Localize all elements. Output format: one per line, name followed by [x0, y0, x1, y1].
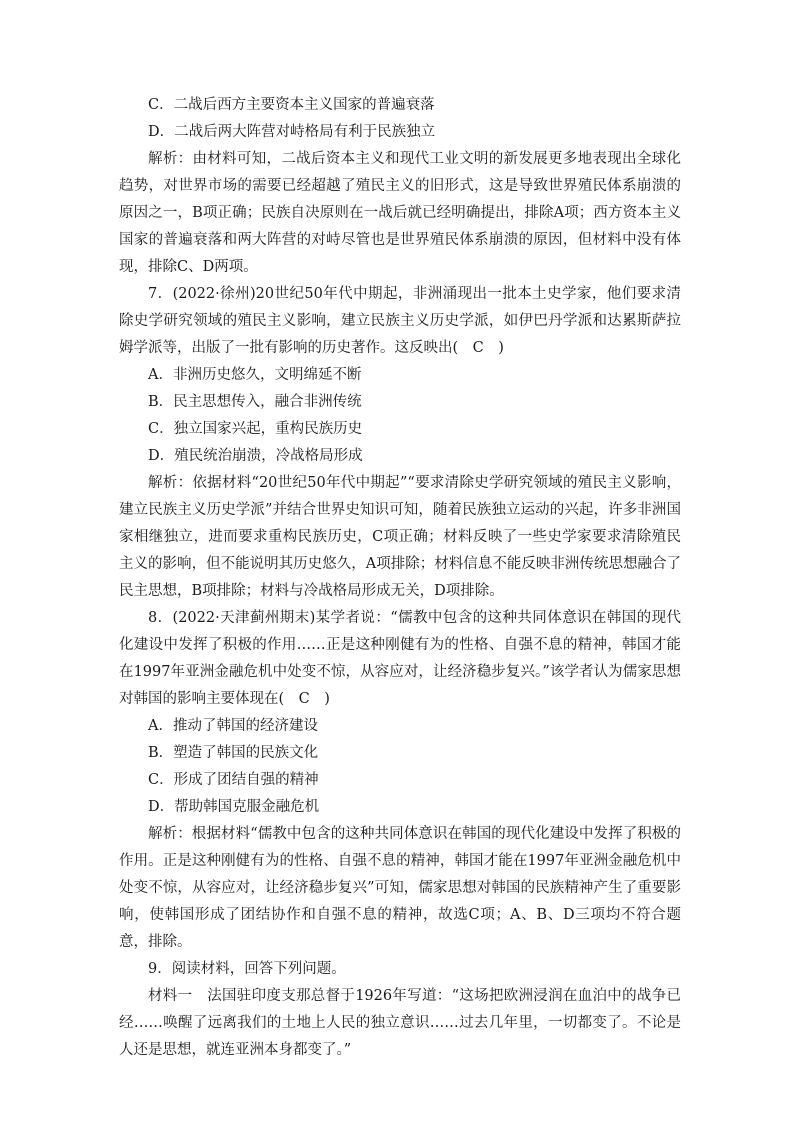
q8-analysis: 解析：根据材料“儒教中包含的这种共同体意识在韩国的现代化建设中发挥了积极的作用。正是这种刚健有为的性格、自强不息的精神，韩国才能在1997年亚洲金融危机中处变不惊，从容应对，让经济稳步复兴”可知，儒家思想对韩国的民族精神产生了重要影响，使韩国形成了团结协作和自强不息的精神，故选C项；A、B、D三项均不符合题意，排除。: [119, 826, 681, 950]
q7-option-b: B．民主思想传入，融合非洲传统: [148, 394, 362, 410]
q8-option-b: B．塑造了韩国的民族文化: [148, 745, 319, 761]
q7-stem: 7．(2022·徐州)20世纪50年代中期起，非洲涌现出一批本土史学家，他们要求清除史学研究领域的殖民主义影响，建立民族主义历史学派，如伊巴丹学派和达累斯萨拉姆学派等，出版了一批有影响的历史著作。这反映出( C ): [119, 286, 681, 356]
q9-material-1: 材料一 法国驻印度支那总督于1926年写道：“这场把欧洲浸润在血泊中的战争已经……唤醒了远离我们的土地上人民的独立意识……过去几年里，一切都变了。不论是人还是思想，就连亚洲本身都变了。”: [119, 988, 681, 1058]
q8-option-a: A．推动了韩国的经济建设: [148, 718, 318, 734]
q6-option-c: C．二战后西方主要资本主义国家的普遍衰落: [148, 97, 435, 113]
q9-stem: 9．阅读材料，回答下列问题。: [148, 961, 346, 977]
q7-option-c: C．独立国家兴起，重构民族历史: [148, 421, 363, 437]
q8-option-c: C．形成了团结自强的精神: [148, 772, 319, 788]
q6-analysis: 解析：由材料可知，二战后资本主义和现代工业文明的新发展更多地表现出全球化趋势，对世界市场的需要已经超越了殖民主义的旧形式，这是导致世界殖民体系崩溃的原因之一，B项正确；民族自决原则在一战后就已经明确提出，排除A项；西方资本主义国家的普遍衰落和两大阵营的对峙尽管也是世界殖民体系崩溃的原因，但材料中没有体现，排除C、D两项。: [119, 151, 681, 275]
q6-option-d: D．二战后两大阵营对峙格局有利于民族独立: [148, 124, 436, 140]
q7-analysis: 解析：依据材料“20世纪50年代中期起”“要求清除史学研究领域的殖民主义影响，建立民族主义历史学派”并结合世界史知识可知，随着民族独立运动的兴起，许多非洲国家相继独立，进而要求重构民族历史，C项正确；材料反映了一些史学家要求清除殖民主义的影响，但不能说明其历史悠久，A项排除；材料信息不能反映非洲传统思想融合了民主思想，B项排除；材料与冷战格局形成无关，D项排除。: [119, 475, 681, 599]
page-content: [119, 92, 681, 1064]
q8-option-d: D．帮助韩国克服金融危机: [148, 799, 320, 815]
q8-stem: 8．(2022·天津蓟州期末)某学者说：“儒教中包含的这种共同体意识在韩国的现代化建设中发挥了积极的作用……正是这种刚健有为的性格、自强不息的精神，韩国才能在1997年亚洲金融危机中处变不惊，从容应对，让经济稳步复兴。”该学者认为儒家思想对韩国的影响主要体现在( C ): [119, 610, 681, 707]
q7-option-d: D．殖民统治崩溃，冷战格局形成: [148, 448, 363, 464]
q7-option-a: A．非洲历史悠久，文明绵延不断: [148, 367, 362, 383]
